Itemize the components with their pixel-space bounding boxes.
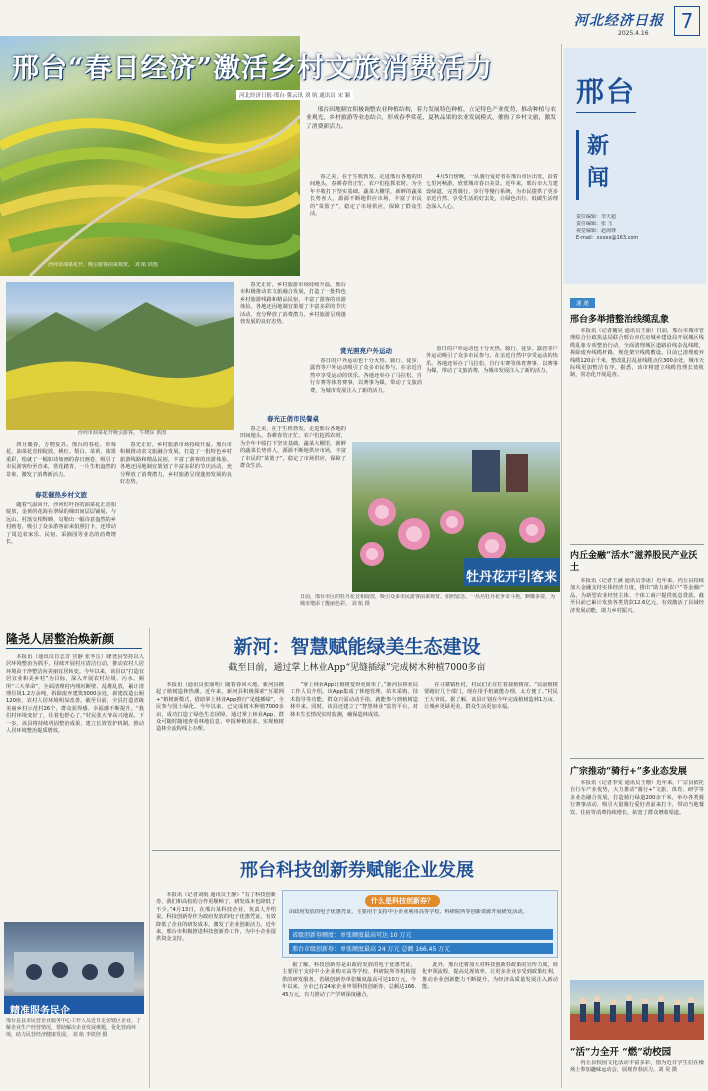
story-two: [152, 628, 560, 848]
brief-divider: [570, 758, 704, 759]
service-illustration: [4, 922, 144, 1014]
service-label: 精准服务民企: [10, 1006, 70, 1017]
box-line: 邢台市级创新券：单张额度最高 24 万元 总额 166.45 万元: [289, 943, 553, 954]
lead-intro: 邢台因地制宜积极调整农业种植结构，着力发展特色种植，立足特色产业优势，推动种植与农业观光、乡村旅游等业态结合，形成春季赏花、夏秋品果的农业发展模式，催热了乡村文旅，激发了消费新活力。: [306, 107, 556, 130]
brief-body: 本报讯（记者王满 通讯员李冰）近年来，内丘县持续加大金融支持实体经济力度，推出“助力新农户”等金融产品，为新型农业经营主体、个体工商户提供低息贷款，截至目前已累计发放各类贷款12.6亿元，有效激活了县域经济发展动能，助力乡村振兴。: [570, 578, 704, 614]
story3-headline: 邢台科技创新券赋能企业发展: [240, 860, 474, 881]
story2-col: 本报讯（通讯员张丽明）随着春回大地，新河县掀起了植树造林热潮。近年来，新河县积极探索“互联网+”植树新模式，借助掌上林业App推行“见缝插绿”，全民参与国土绿化。今年以来，已完成树木种植7000多亩，成功打造了绿色生态屏障。通过掌上林业App，群众可随时随地查看林地信息、申报种植需求，实现植树造林全流程线上办理。: [156, 682, 284, 733]
sidebar-section: [576, 130, 616, 200]
speed-tag: 速 递: [570, 298, 595, 308]
section-divider: [152, 850, 560, 851]
sidebar-city: 邢台: [576, 75, 637, 108]
brief-divider: [570, 544, 704, 545]
lead-story: [0, 0, 562, 620]
editor-info: [576, 214, 700, 242]
story2-col: “掌上林业App让植树变得更简单了。”新河县林业局工作人员介绍，该App集成了林地管理、苗木采购、技术指导等功能，群众只需动动手指，就能参与到植树造林中来。同时，该县还建立了“智慧林业”监管平台，对林木生长情况实时监测，确保造林成效。: [290, 682, 418, 718]
story2-col: 在寻寨镇杜村，村民们正在忙着栽植树苗。“以前植树要跑好几个部门，现在用手机就能办理，太方便了。”村民王大爷说。据了解，该县计划在今年完成植树造林1万亩，让城乡更绿更美，群众生活更加幸福。: [424, 682, 558, 711]
brief-title: “活”力全开 “燃”动校园: [570, 1047, 672, 1058]
lead-col-text: 春之美，在于生机勃发。走进邢台各地的田间地头，春耕春管正忙，农户们抢抓农时，为全年丰收打下坚实基础。蔬菜大棚里，新鲜的蔬菜长势喜人，源源不断地供应市场，丰富了市民的“菜篮子”，稳定了市场供应，保障了群众生活。: [310, 174, 422, 218]
sidebar: [564, 48, 706, 1088]
box-line: 由政府发放的电子优惠凭证，主要用于支持中小企业利用高等学校、科研院所等创新资源开展研发活动。: [289, 909, 528, 915]
sidebar-divider: [576, 112, 636, 113]
campus-photo: [570, 980, 704, 1040]
left-headline: 隆尧人居整治焕新颜: [6, 632, 115, 646]
peony-title: 牡丹花开引客来: [466, 570, 558, 585]
lead-byline: 河北经济日报·邢台·冀云讯 刘 航 通讯员 宋 颖: [236, 90, 353, 100]
lead-photo-caption: 沙河市油菜花开，吸引游客前来观赏。 刘 航 供图: [48, 262, 158, 268]
story3-col: 据了解，科技创新券是由政府发放的电子优惠凭证，主要用于支持中小企业购买高等学校、科研院所等机构提供的研发服务。省级创新券单张额度最高可达10万元，今年以来，全市已有24家企业申领科技创新券，总额达166.45万元，有力推动了产学研深度融合。: [282, 962, 416, 998]
hillside-photo: [6, 282, 234, 430]
service-photo: [4, 922, 144, 1014]
lead-col-text: 4月5日傍晚，一队骑行爱好者在邢台市区出发，沿着七里河畅游，欣赏城市春日美景。近年来，邢台市大力建设绿道，完善骑行、步行等慢行系统，为市民提供了更多亲近自然、享受生活的好去处，让绿色出行、低碳生活理念深入人心。: [426, 174, 558, 210]
left-body: 本报讯（通讯员肖志芳 宫静 张冬岳）隆尧县坚持以人居环境整治为抓手，持续开展村庄清洁行动，推动农村人居环境由干净整洁向美丽宜居转变。今年以来，该县以“打造宜居宜业和美乡村”为目标，深入开展农村垃圾、污水、厕所“三大革命”，全面清理村内残垣断壁、乱堆乱放，累计清理垃圾1.2万余吨，拆除废弃建筑3000余处，新建改造公厕120座，农村人居环境明显改善。截至目前，全县打造省级美丽乡村示范村26个，群众获得感、幸福感不断提升。“我们村环境变好了，住着也舒心了。”村民张大爷高兴地说。下一步，该县将持续巩固整治成果，建立长效管护机制，推动人居环境整治提质增效。: [6, 654, 144, 735]
column-divider: [149, 628, 150, 1088]
brief-title: 广宗推动“骑行+”多业态发展: [570, 767, 687, 777]
box-line: 省级创新券额度：单张额度最高可达 10 万元: [289, 929, 553, 940]
brief-body: 内丘县校园文化活动丰富多彩，图为近日学生们在操场上参加趣味运动会，展现青春活力。刘 昊 摄: [570, 1060, 704, 1074]
lead-col-text: 春日的户外运动也十分火热。骑行、徒步、露营等户外运动吸引了众多市民参与，在亲近自然中享受运动的快乐。各地还举办了马拉松、自行车赛等体育赛事，以赛事为媒，带动了文旅消费，为城市发展注入了新的活力。: [310, 358, 422, 394]
lead-headline: 邢台“春日经济”激活乡村文旅消费活力: [12, 53, 494, 84]
left-rule: [6, 648, 142, 649]
issue-date: 2025.4.16: [618, 30, 649, 37]
hillside-illustration: [6, 282, 234, 430]
paper-name: 河北经济日报: [574, 13, 664, 29]
subheading: 春光正俏市民餐桌: [267, 415, 319, 423]
lead-col-text: 随着气温回升，沙河红叶谷的油菜花正竞相绽放，金黄的花海在翠绿的梯田间层层铺展，与远山、村落交相辉映，勾勒出一幅诗意盎然的乡村画卷，吸引了众多游客前来拍照打卡，还带动了周边农家乐、民宿、采摘园等业态的消费增长。: [6, 502, 116, 546]
editor-line: 视觉编辑：赵海锋: [576, 228, 617, 234]
column-divider: [561, 44, 562, 1088]
editor-line: 责任编辑：李天超: [576, 214, 617, 220]
story2-subhead: 截至目前，通过掌上林业App“见缝插绿”完成树木种植7000多亩: [228, 663, 486, 673]
masthead: [566, 2, 706, 42]
hillside-caption: 沙河市油菜花开吸引游客。 牛晓东 供图: [77, 430, 167, 436]
brief-body: 本报讯（记者魏昊 通讯员王丽）日前，邢台市城市管理综合行政执法局联合邢台市住房城乡建设局开展城区线缆乱象专项整治行动，全面清理城区道路沿线杂乱线缆，拆除废弃线缆杆路，规范架空线缆敷设。目前已清理废弃线缆120余千米，整改乱拉乱扯线缆点位300余处，城市天际线更加整洁有序。据悉，该市将建立线缆管理长效机制，常态化开展巡查。: [570, 328, 704, 379]
story-three: [152, 852, 560, 1088]
lead-col-text: 春日的户外运动也十分火热。骑行、徒步、露营等户外运动吸引了众多市民参与，在亲近自然中享受运动的快乐。各地还举办了马拉松、自行车赛等体育赛事，以赛事为媒，带动了文旅消费，为城市发展注入了新的活力。: [426, 346, 558, 375]
subheading: 赏光照亮户外运动: [340, 347, 392, 355]
editor-line: E-mail：xxxxx@163.com: [576, 235, 639, 241]
service-caption: 邢台县县市民营企业服务中心工作人员近日走访辖区企业，了解企业生产经营情况，帮助解决企业发展难题，优化营商环境，助力民营经济健康发展。 刘 航 李铁创 摄: [6, 1018, 142, 1038]
box-title: 什么是科技创新券？: [365, 895, 440, 907]
brief-body: 本报讯（记者李雯 通讯员王珊）近年来，广宗县依托自行车产业优势，大力推动“骑行+”文旅、体育、研学等多业态融合发展，打造骑行绿道200余千米，举办各类骑行赛事活动，吸引大量骑行爱好者前来打卡，带动当地餐饮、住宿等消费持续增长，拓宽了群众增收渠道。: [570, 780, 704, 816]
editor-line: 责任编辑：张 玉: [576, 221, 613, 227]
subheading: 春花催热乡村文旅: [35, 491, 87, 499]
sidebar-section-text: 新闻: [587, 133, 610, 191]
story2-headline: 新河：智慧赋能绿美生态建设: [233, 636, 481, 658]
brief-title: 邢台多举措整治线缆乱象: [570, 315, 670, 325]
lead-col-text: 春光正好，乡村旅游市场持续升温。邢台市积极推动农文旅融合发展，打造了一批特色乡村旅游线路和精品民宿，丰富了游客的出游体验。各地还因地制宜策划了丰富多彩的节庆活动，充分释放了消费潜力，乡村旅游呈现蓬勃发展的良好态势。: [120, 442, 232, 486]
peony-caption: 日前，邢台市区的牡丹花竞相绽放，吸引众多市民游客前来观赏、拍照留念。一丛丛牡丹花争奇斗艳，婀娜多姿，为城市增添了靓丽色彩。 刘 航 摄: [300, 594, 556, 607]
left-column-story: [0, 624, 148, 1090]
page-number: 7: [674, 6, 700, 36]
lead-col-text: 四月暖春，万物复苏。邢台的春花、草莓花、油菜花竞相绽放，桃红、梨白、菜黄，浓墨重彩，绘就了一幅如诗如画的春日画卷，吸引了市民游客纷至沓来，赏花踏青，一片生机盎然的景象，激发了消费新活力。: [6, 442, 116, 478]
brief-title: 内丘金融“活水”滋养股民产业沃土: [570, 551, 698, 573]
story3-col: 此外，邢台还将加大对科技创新券政策的宣传力度，简化申领流程，提高兑现效率，让更多企业享受到政策红利，推动企业创新能力不断提升，为经济高质量发展注入新动能。: [422, 962, 558, 991]
story3-col: 本报讯（记者刘航 通讯员王静）“有了科技创新券，我们和高校的合作更顺畅了，研发成本也降低了不少。”4月13日，在邢台某科技企业，负责人介绍说。科技创新券作为政府发放的电子优惠凭证，有效降低了企业的研发成本，激发了企业创新活力。近年来，邢台市积极推进科技创新券工作，为中小企业提供资金支持。: [156, 892, 276, 943]
students-illustration: [570, 980, 704, 1040]
innovation-box: [282, 890, 558, 958]
lead-col-text: 春光正好，乡村旅游市场持续升温。邢台市积极推动农文旅融合发展，打造了一批特色乡村旅游线路和精品民宿，丰富了游客的出游体验。各地还因地制宜策划了丰富多彩的节庆活动，充分释放了消费潜力，乡村旅游呈现蓬勃发展的良好态势。: [240, 282, 346, 326]
lead-col-text: 春之美，在于生机勃发。走进邢台各地的田间地头，春耕春管正忙，农户们抢抓农时，为全年丰收打下坚实基础。蔬菜大棚里，新鲜的蔬菜长势喜人，源源不断地供应市场，丰富了市民的“菜篮子”，稳定了市场供应，保障了群众生活。: [240, 426, 346, 470]
